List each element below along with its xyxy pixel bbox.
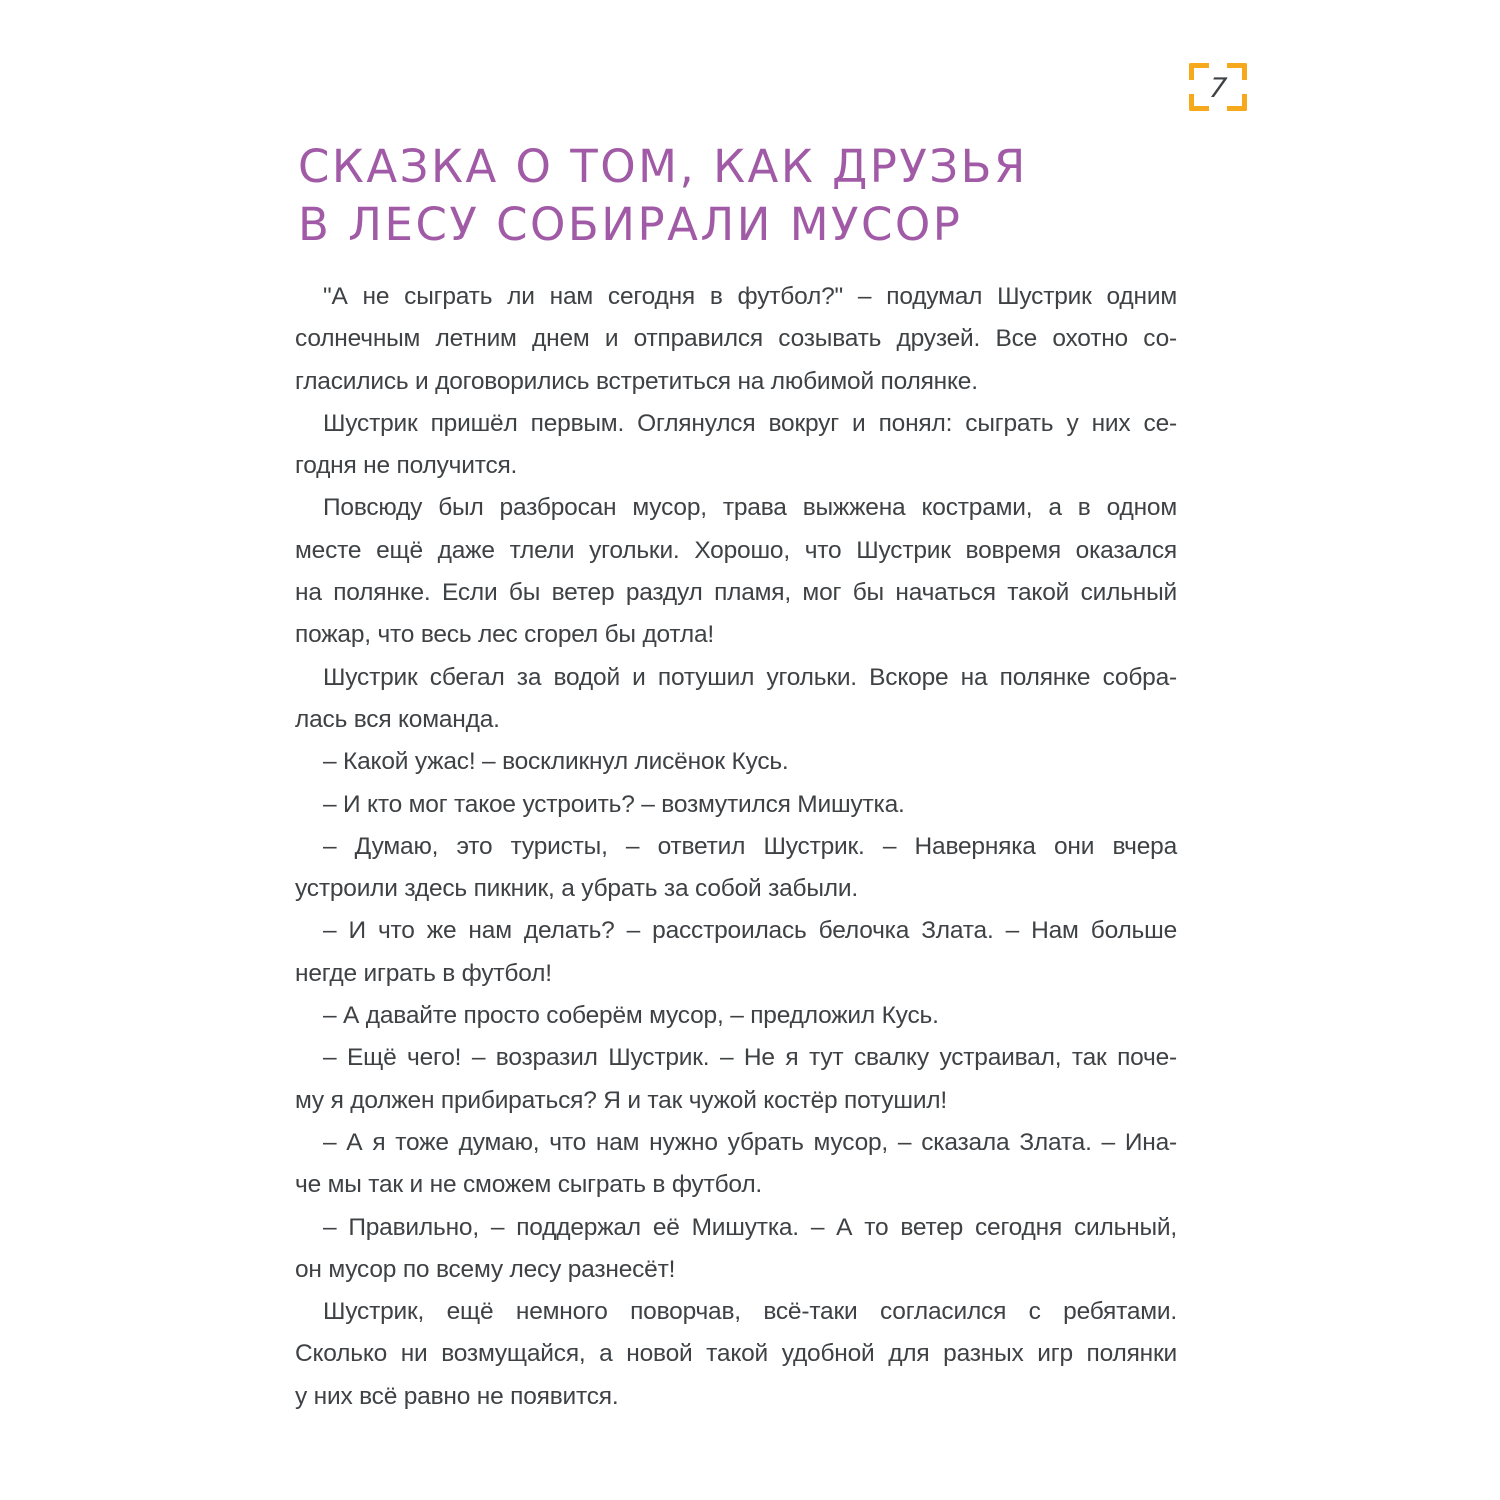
story-line: годня не получится. [295, 452, 518, 480]
story-line: Шустрик, ещё немного поворчав, всё-таки согласился с ребятами. [323, 1298, 1177, 1326]
story-line: негде играть в футбол! [295, 959, 552, 987]
story-line: – Думаю, это туристы, – ответил Шустрик. – Наверняка они вчера [323, 832, 1177, 860]
story-line: Повсюду был разбросан мусор, трава выжжена кострами, а в одном [323, 494, 1177, 522]
story-line: солнечным летним днем и отправился созывать друзей. Все охотно со- [295, 325, 1177, 353]
story-line: – И кто мог такое устроить? – возмутился Мишутка. [323, 790, 905, 818]
story-line: лась вся команда. [295, 705, 500, 733]
story-line: му я должен прибираться? Я и так чужой костёр потушил! [295, 1086, 948, 1114]
story-line: – Ещё чего! – возразил Шустрик. – Не я тут свалку устраивал, так поче- [323, 1044, 1177, 1072]
story-line: месте ещё даже тлели угольки. Хорошо, что Шустрик вовремя оказался [295, 536, 1177, 564]
story-line: Шустрик сбегал за водой и потушил угольки. Вскоре на полянке собра- [323, 663, 1177, 691]
story-line: у них всё равно не появится. [295, 1382, 619, 1410]
story-line: – И что же нам делать? – расстроилась белочка Злата. – Нам больше [323, 917, 1177, 945]
story-line: "А не сыграть ли нам сегодня в футбол?" – подумал Шустрик одним [323, 283, 1177, 310]
story-line: он мусор по всему лесу разнесёт! [295, 1255, 676, 1283]
chapter-title [298, 138, 1028, 254]
chapter-title-line-2: В ЛЕСУ СОБИРАЛИ МУСОР [298, 198, 963, 251]
page-number-frame [1189, 63, 1247, 111]
story-line: Шустрик пришёл первым. Оглянулся вокруг и понял: сыграть у них се- [323, 409, 1177, 437]
story-line: пожар, что весь лес сгорел бы дотла! [295, 621, 715, 649]
story-line: – Какой ужас! – воскликнул лисёнок Кусь. [323, 748, 789, 776]
story-text [295, 276, 1177, 1418]
story-line: че мы так и не сможем сыграть в футбол. [295, 1171, 763, 1199]
story-line: устроили здесь пикник, а убрать за собой забыли. [295, 875, 858, 903]
page-number: 7 [1207, 72, 1229, 104]
story-line: – А давайте просто соберём мусор, – предложил Кусь. [323, 1002, 939, 1030]
chapter-title-line-1: СКАЗКА О ТОМ, КАК ДРУЗЬЯ [298, 140, 1028, 193]
story-line: Сколько ни возмущайся, а новой такой удобной для разных игр полянки [295, 1340, 1177, 1368]
story-line: – А я тоже думаю, что нам нужно убрать мусор, – сказала Злата. – Ина- [323, 1128, 1177, 1156]
story-line: гласились и договорились встретиться на любимой полянке. [295, 367, 978, 395]
story-line: – Правильно, – поддержал её Мишутка. – А то ветер сегодня сильный, [323, 1213, 1177, 1241]
story-line: на полянке. Если бы ветер раздул пламя, мог бы начаться такой сильный [295, 579, 1177, 607]
